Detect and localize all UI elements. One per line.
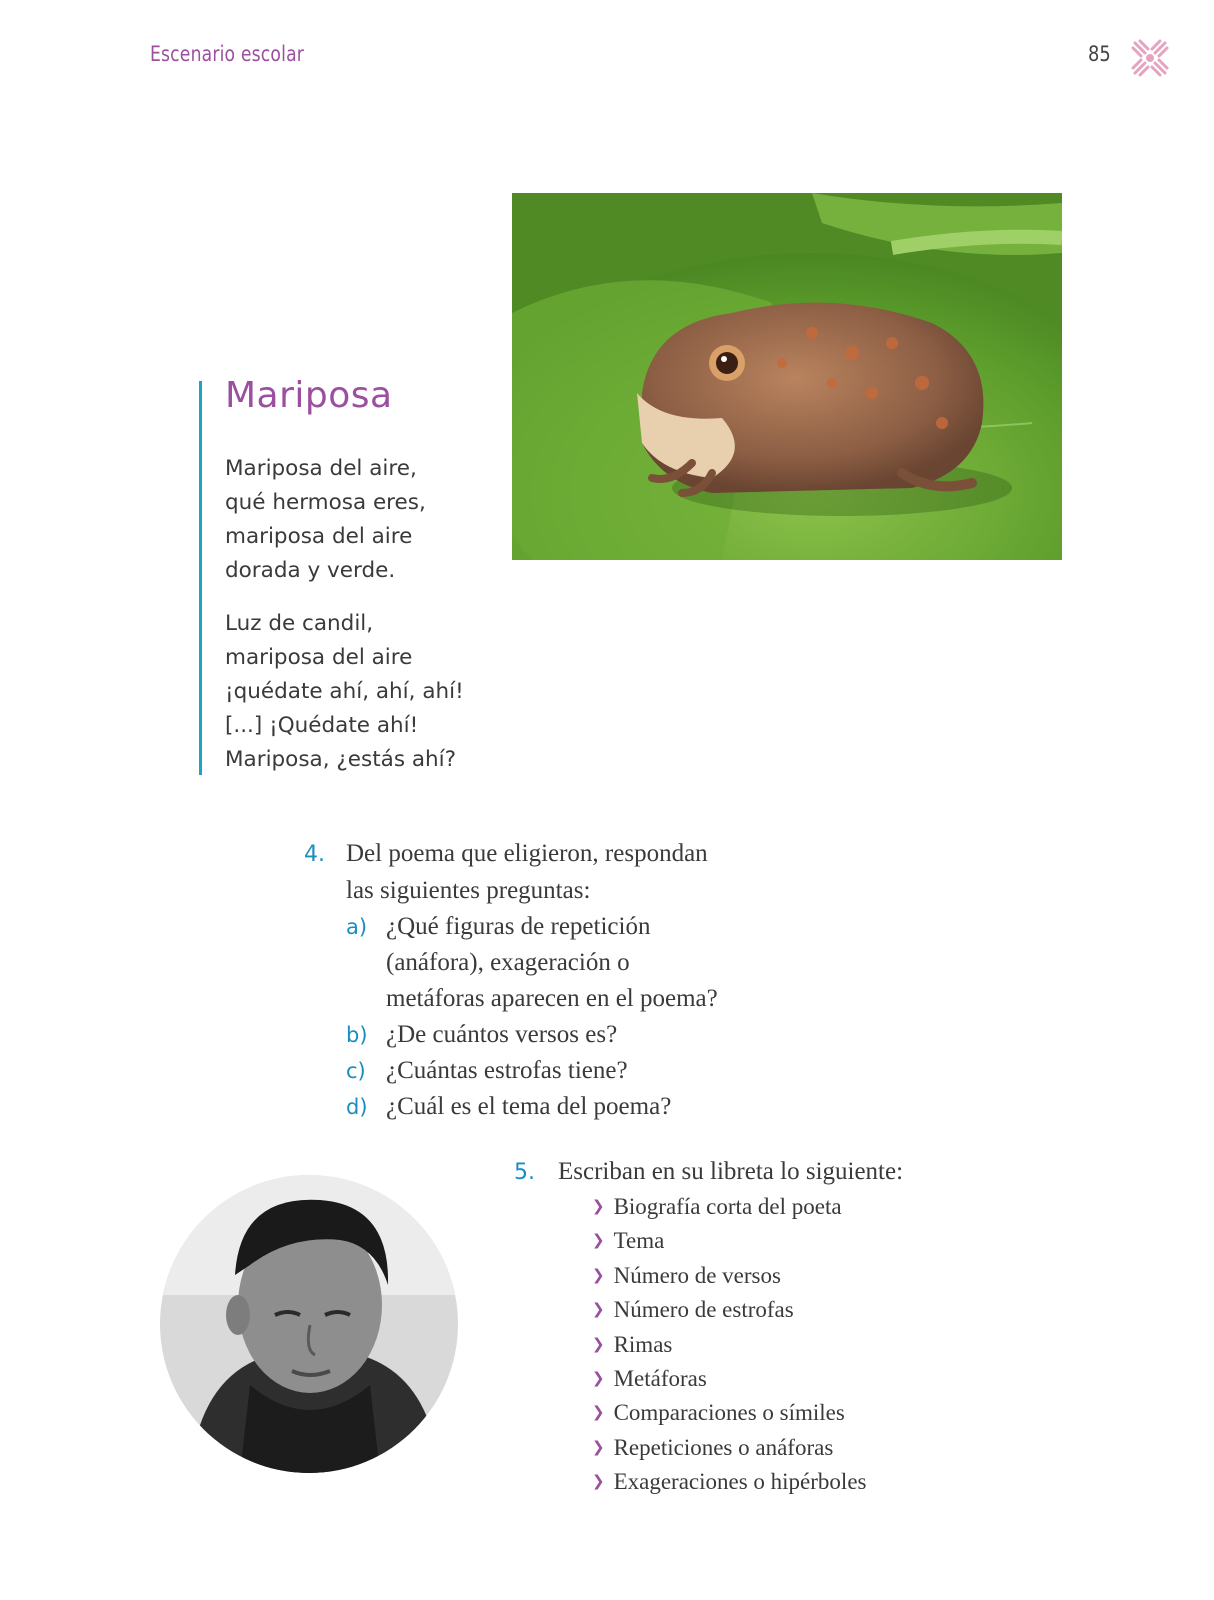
- list-item: ❯ Comparaciones o símiles: [592, 1400, 845, 1426]
- activity-number: 4.: [304, 842, 325, 867]
- list-item: ❯ Biografía corta del poeta: [592, 1194, 842, 1219]
- chevron-right-icon: ❯: [592, 1231, 605, 1250]
- activity-intro-line: las siguientes preguntas:: [346, 877, 591, 904]
- poem-stanza-1: [225, 452, 426, 588]
- list-item: ❯ Metáforas: [592, 1366, 707, 1392]
- question-line: metáforas aparecen en el poema?: [386, 985, 718, 1012]
- list-item: ❯ Rimas: [592, 1331, 673, 1357]
- poem-verse: qué hermosa eres,: [225, 490, 426, 515]
- section-title: Escenario escolar: [150, 42, 305, 66]
- activity-5-heading: [514, 1158, 903, 1186]
- activity-5-list: [592, 1191, 866, 1501]
- poem-verse: dorada y verde.: [225, 558, 396, 583]
- chevron-right-icon: ❯: [592, 1197, 605, 1215]
- poem-verse: mariposa del aire: [225, 645, 413, 670]
- question-line: ¿Cuántas estrofas tiene?: [386, 1057, 628, 1084]
- chevron-right-icon: ❯: [592, 1403, 605, 1422]
- poem-verse: Mariposa del aire,: [225, 456, 417, 481]
- chevron-right-icon: ❯: [592, 1472, 605, 1491]
- poem-verse: mariposa del aire: [225, 524, 413, 549]
- question-line: (anáfora), exageración o: [386, 949, 630, 976]
- chevron-right-icon: ❯: [592, 1334, 605, 1353]
- list-item: ❯ Repeticiones o anáforas: [592, 1434, 834, 1460]
- poem-stanza-2: [225, 607, 464, 777]
- poem-verse: Luz de candil,: [225, 611, 374, 636]
- question-line: ¿Qué figuras de repetición: [386, 913, 651, 940]
- question-letter: c): [346, 1059, 366, 1083]
- question-line: ¿De cuántos versos es?: [386, 1021, 618, 1048]
- list-item: ❯ Tema: [592, 1228, 665, 1254]
- chevron-right-icon: ❯: [592, 1300, 605, 1319]
- toad-photo: [512, 193, 1062, 560]
- poem-title: Mariposa: [225, 375, 393, 416]
- activity-intro: Escriban en su libreta lo siguiente:: [558, 1158, 904, 1185]
- question-line: ¿Cuál es el tema del poema?: [386, 1093, 672, 1120]
- poem-verse: Mariposa, ¿estás ahí?: [225, 747, 457, 772]
- activity-number: 5.: [514, 1160, 535, 1185]
- chevron-right-icon: ❯: [592, 1369, 605, 1388]
- chevron-right-icon: ❯: [592, 1437, 605, 1456]
- poem-verse: ¡quédate ahí, ahí, ahí!: [225, 679, 464, 704]
- question-letter: a): [346, 915, 368, 939]
- list-item: ❯ Número de estrofas: [592, 1297, 794, 1323]
- student-photo: [160, 1175, 458, 1473]
- list-item: ❯ Número de versos: [592, 1262, 781, 1288]
- chevron-right-icon: ❯: [592, 1265, 605, 1284]
- activity-4: [304, 836, 718, 1125]
- poem-rule: [199, 381, 202, 775]
- question-letter: b): [346, 1023, 368, 1047]
- poem-verse: [...] ¡Quédate ahí!: [225, 713, 419, 738]
- decorative-logo-icon: [1130, 38, 1170, 78]
- question-letter: d): [346, 1095, 368, 1119]
- page-number: 85: [1088, 42, 1111, 66]
- activity-intro-line: Del poema que eligieron, respondan: [346, 840, 708, 867]
- list-item: ❯ Exageraciones o hipérboles: [592, 1469, 867, 1495]
